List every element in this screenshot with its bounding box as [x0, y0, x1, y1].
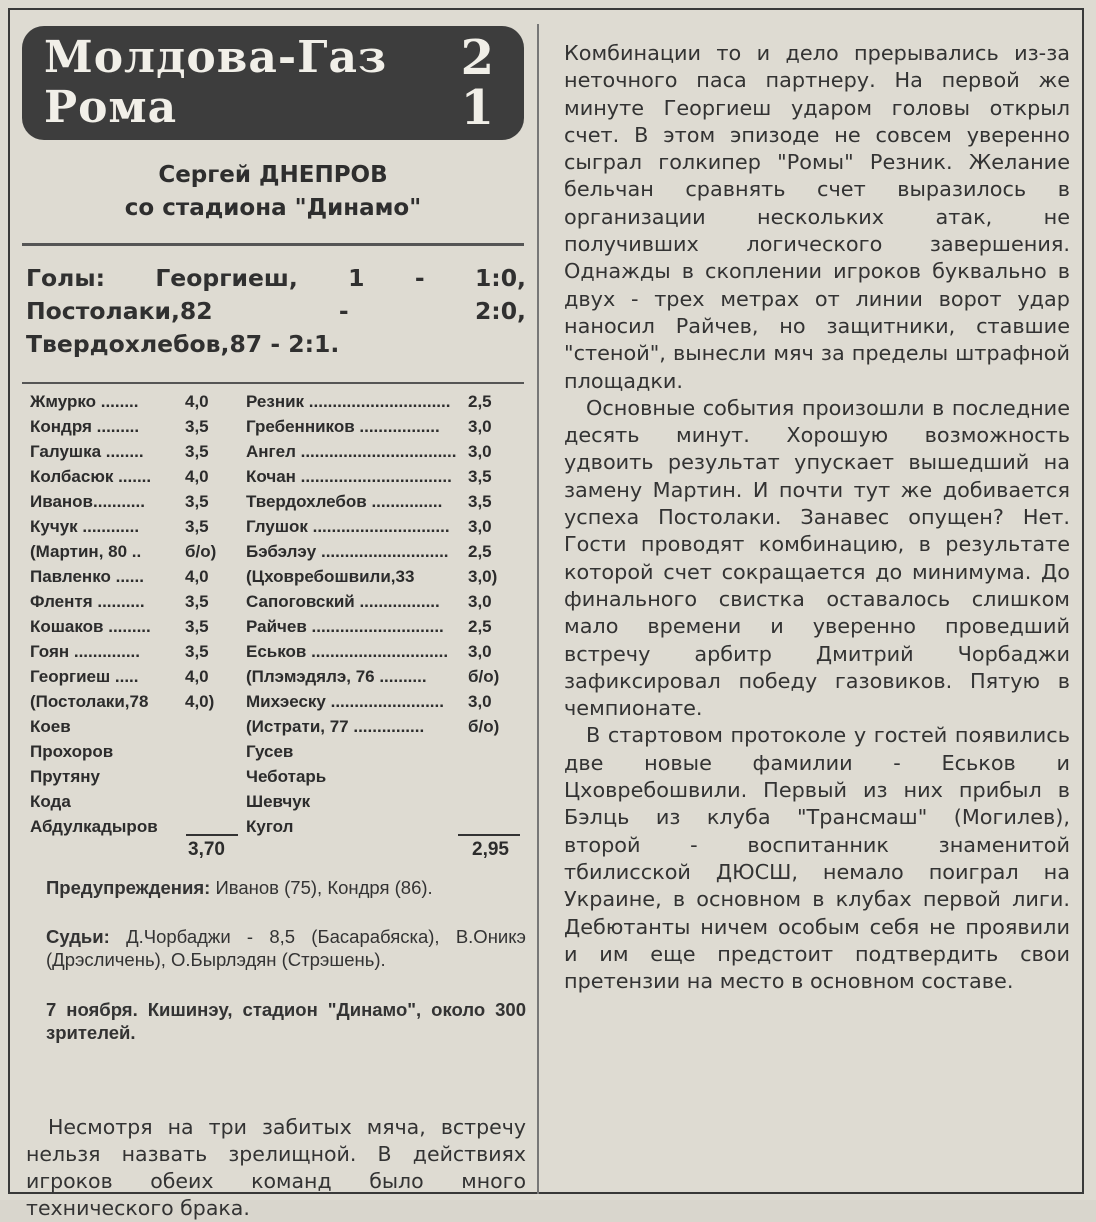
location-byline: со стадиона "Динамо": [124, 195, 422, 221]
referees-label: Судьи:: [46, 926, 110, 947]
player-rating: 3,0: [468, 692, 492, 711]
away-total: 2,95: [472, 839, 509, 860]
player-name: Флентя ..........: [30, 592, 145, 611]
player-name: Гоян ..............: [30, 642, 140, 661]
player-name: (Постолаки,78: [30, 692, 149, 711]
player-rating: 3,5: [185, 642, 209, 661]
player-name: Бэбэлэу ...........................: [246, 542, 449, 561]
home-player-row: [30, 514, 240, 539]
article-paragraph: В стартовом протоколе у гостей появились две новые фамилии - Еськов и Цховребошвили. Первый из них прибыл в Бэлць из клуба "Трансмаш" (Могилев), второй - воспитанник знаменитой тбилисской ДЮСШ, немало поиграл на Украине, в основном в клубах первой лиги. Дебютанты ничем особым себя не проявили и им еще предстоит подтвердить свои претензии на место в основном составе.: [564, 723, 1070, 994]
referees-text: Д.Чорбаджи - 8,5 (Басарабяска), В.Оникэ (Дрэсличень), О.Бырлэдян (Стрэшень).: [46, 926, 526, 970]
away-player-row: [246, 789, 524, 814]
away-player-row: [246, 664, 524, 689]
home-player-row: [30, 614, 240, 639]
away-player-row: [246, 689, 524, 714]
home-player-row: [30, 764, 240, 789]
player-rating: 3,5: [185, 417, 209, 436]
warnings-text: Иванов (75), Кондря (86).: [210, 877, 433, 898]
player-name: Кондря .........: [30, 417, 140, 436]
player-rating: 3,5: [185, 492, 209, 511]
player-rating: 4,0): [185, 692, 215, 711]
away-player-row: [246, 714, 524, 739]
player-rating: 3,0: [468, 517, 492, 536]
player-rating: б/о): [468, 717, 500, 736]
player-rating: 3,5: [185, 517, 209, 536]
player-rating: 2,5: [468, 392, 492, 411]
player-rating: 3,5: [185, 442, 209, 461]
player-rating: 4,0: [185, 467, 209, 486]
scoreboard: [22, 26, 524, 140]
player-name: Гребенников .................: [246, 417, 440, 436]
player-rating: 3,0: [468, 642, 492, 661]
goals-summary: Голы: Георгиеш, 1 - 1:0, Постолаки,82 - 2:0, Твердохлебов,87 - 2:1.: [26, 264, 526, 358]
player-name: (Плэмэдялэ, 76 ..........: [246, 667, 427, 686]
home-player-row: [30, 714, 240, 739]
player-rating: 4,0: [185, 567, 209, 586]
player-rating: 3,5: [185, 617, 209, 636]
player-rating: 4,0: [185, 392, 209, 411]
home-player-row: [30, 414, 240, 439]
player-name: Жмурко ........: [30, 392, 139, 411]
player-name: Гусев: [246, 742, 294, 761]
away-player-row: [246, 489, 524, 514]
away-team-name: Рома: [44, 82, 178, 133]
player-rating: 3,5: [185, 592, 209, 611]
home-player-row: [30, 664, 240, 689]
player-rating: б/о): [468, 667, 500, 686]
player-rating: 2,5: [468, 542, 492, 561]
player-name: Еськов .............................: [246, 642, 449, 661]
player-rating: 3,0: [468, 417, 492, 436]
article-intro: Несмотря на три забитых мяча, встречу нельзя назвать зрелищной. В действиях игроков обеих команд было много технического брака.: [26, 1115, 526, 1220]
player-rating: б/о): [185, 542, 217, 561]
away-player-row: [246, 414, 524, 439]
player-name: Кочан ................................: [246, 467, 452, 486]
player-name: Кугол: [246, 817, 294, 836]
player-name: Михэеску ........................: [246, 692, 444, 711]
home-player-row: [30, 789, 240, 814]
player-name: (Истрати, 77 ...............: [246, 717, 425, 736]
player-rating: 3,0): [468, 567, 498, 586]
player-name: Ангел .................................: [246, 442, 457, 461]
away-player-row: [246, 539, 524, 564]
article-paragraph: Комбинации то и дело прерывались из-за неточного паса партнеру. На первой же минуте Георгиеш ударом головы открыл счет. В этом эпизоде не совсем уверенно сыграл голкипер "Ромы" Резник. Желание бельчан сравнять счет выразилось в организации нескольких атак, не получивших логического завершения. Однажды в скоплении игроков буквально в двух - трех метрах от линии ворот удар наносил Райчев, но защитники, ставшие "стеной", вынесли мяч за пределы штрафной площадки.: [564, 41, 1070, 393]
home-player-row: [30, 639, 240, 664]
home-team-goals: 2: [460, 30, 494, 86]
player-name: (Мартин, 80 ..: [30, 542, 142, 561]
player-name: Коев: [30, 717, 71, 736]
away-player-row: [246, 389, 524, 414]
player-name: Глушок .............................: [246, 517, 450, 536]
away-total-rule: [458, 834, 520, 836]
away-player-row: [246, 589, 524, 614]
player-name: Иванов...........: [30, 492, 145, 511]
home-player-row: [30, 539, 240, 564]
home-player-row: [30, 589, 240, 614]
home-player-row: [30, 739, 240, 764]
article-paragraph: Основные события произошли в последние десять минут. Хорошую возможность удвоить результат упускает вышедший на замену Мартин. И почти тут же добивается успеха Постолаки. Занавес опущен? Нет. Гости проводят комбинацию, в результате которой счет сокращается до минимума. До финального свистка оставалось слишком мало времени и уверенно проведший встречу арбитр Дмитрий Чорбаджи зафиксировал победу газовиков. Пятую в чемпионате.: [564, 395, 1070, 721]
player-name: Кода: [30, 792, 71, 811]
away-player-row: [246, 464, 524, 489]
player-name: Сапоговский .................: [246, 592, 440, 611]
player-name: Георгиеш .....: [30, 667, 139, 686]
player-name: Кучук ............: [30, 517, 140, 536]
player-name: Райчев ............................: [246, 617, 444, 636]
player-name: Павленко ......: [30, 567, 144, 586]
player-rating: 2,5: [468, 617, 492, 636]
player-name: Кошаков .........: [30, 617, 151, 636]
home-player-row: [30, 389, 240, 414]
player-name: Твердохлебов ...............: [246, 492, 443, 511]
home-player-row: [30, 439, 240, 464]
player-name: Шевчук: [246, 792, 311, 811]
player-name: Прохоров: [30, 742, 114, 761]
warnings: [46, 876, 526, 899]
player-name: Прутяну: [30, 767, 101, 786]
player-name: Чеботарь: [246, 767, 327, 786]
player-rating: 3,0: [468, 592, 492, 611]
player-name: Колбасюк .......: [30, 467, 152, 486]
away-player-row: [246, 639, 524, 664]
player-rating: 3,5: [468, 467, 492, 486]
venue-info: 7 ноября. Кишинэу, стадион "Динамо", около 300 зрителей.: [46, 999, 526, 1043]
home-roster: [30, 389, 240, 839]
home-player-row: [30, 564, 240, 589]
home-team-name: Молдова-Газ: [44, 32, 388, 83]
away-player-row: [246, 614, 524, 639]
away-player-row: [246, 514, 524, 539]
away-team-goals: 1: [460, 80, 494, 136]
home-total: 3,70: [188, 839, 225, 860]
away-player-row: [246, 764, 524, 789]
home-player-row: [30, 489, 240, 514]
player-name: (Цховребошвили,33: [246, 567, 415, 586]
player-name: Резник ..............................: [246, 392, 451, 411]
player-name: Галушка ........: [30, 442, 144, 461]
divider-rule: [22, 243, 524, 246]
player-rating: 4,0: [185, 667, 209, 686]
away-roster: [246, 389, 524, 839]
home-player-row: [30, 464, 240, 489]
home-player-row: [30, 689, 240, 714]
home-total-rule: [186, 834, 238, 836]
divider-rule: [22, 382, 524, 384]
away-player-row: [246, 564, 524, 589]
article-body: [564, 40, 1070, 995]
player-rating: 3,0: [468, 442, 492, 461]
away-player-row: [246, 439, 524, 464]
author-byline: Сергей ДНЕПРОВ: [158, 162, 388, 188]
player-rating: 3,5: [468, 492, 492, 511]
column-divider: [537, 24, 539, 1194]
referees: [46, 925, 526, 971]
player-name: Абдулкадыров: [30, 817, 158, 836]
warnings-label: Предупреждения:: [46, 877, 211, 898]
away-player-row: [246, 739, 524, 764]
